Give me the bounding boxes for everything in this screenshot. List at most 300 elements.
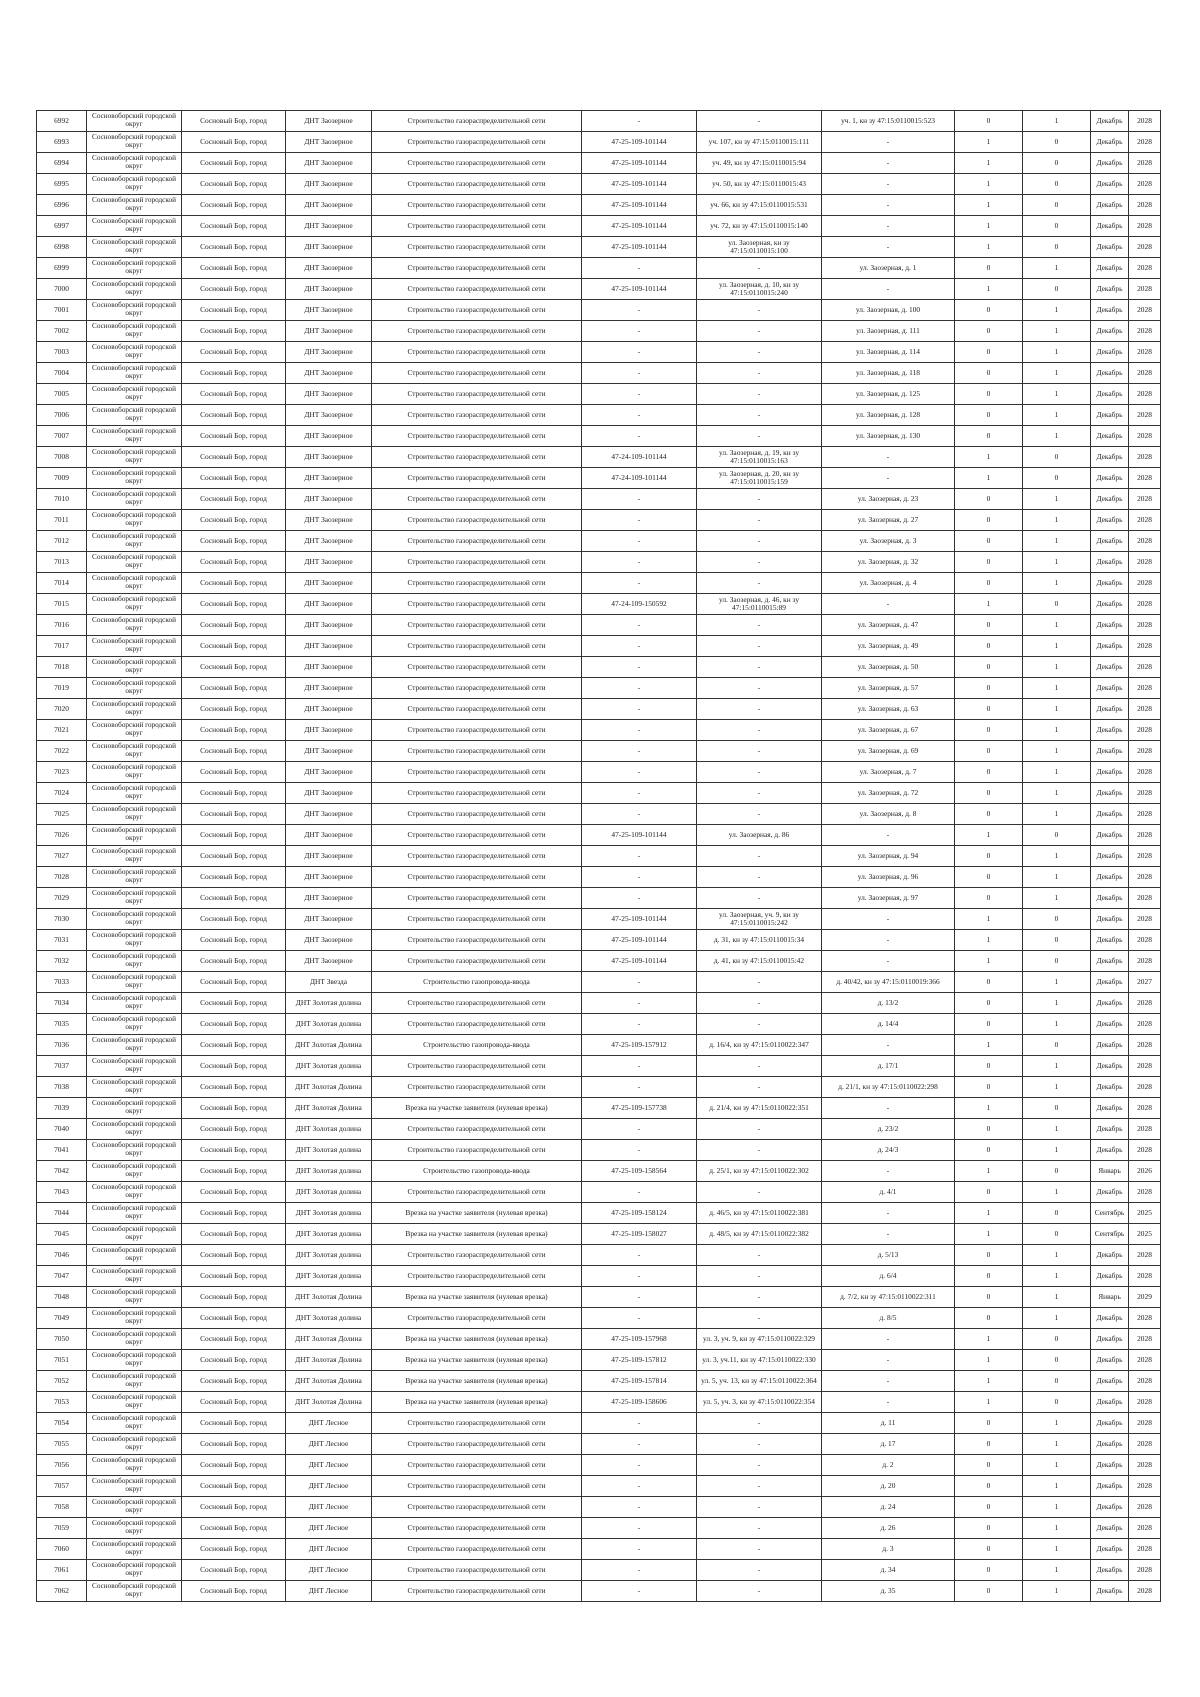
table-row [37, 342, 1161, 363]
settlement-cell: Сосновый Бор, город [182, 1287, 286, 1308]
plot-with-application-cell: д. 46/5, кн зу 47:15:0110022:381 [697, 1203, 822, 1224]
work-type-cell: Строительство газораспределительной сети [372, 1518, 582, 1539]
application-number-cell: - [582, 1581, 697, 1602]
community-cell: ДНТ Заозерное [286, 552, 372, 573]
work-type-cell: Строительство газораспределительной сети [372, 720, 582, 741]
community-cell: ДНТ Заозерное [286, 510, 372, 531]
community-cell: ДНТ Золотая долина [286, 1266, 372, 1287]
district-cell: Сосновоборский городской округ [87, 195, 182, 216]
plot-with-application-cell: - [697, 384, 822, 405]
plot-without-application-cell: - [822, 1392, 955, 1413]
work-type-cell: Строительство газораспределительной сети [372, 237, 582, 258]
month-cell: Декабрь [1091, 1098, 1129, 1119]
year-cell: 2028 [1129, 825, 1161, 846]
year-cell: 2028 [1129, 1056, 1161, 1077]
month-cell: Декабрь [1091, 762, 1129, 783]
work-type-cell: Строительство газораспределительной сети [372, 552, 582, 573]
year-cell: 2028 [1129, 279, 1161, 300]
row-number-cell: 7017 [37, 636, 87, 657]
community-cell: ДНТ Заозерное [286, 594, 372, 615]
district-cell: Сосновоборский городской округ [87, 909, 182, 930]
year-cell: 2025 [1129, 1224, 1161, 1245]
table-row [37, 531, 1161, 552]
without-application-count-cell: 0 [1023, 174, 1091, 195]
application-number-cell: - [582, 1476, 697, 1497]
table-row [37, 636, 1161, 657]
plot-with-application-cell: уч. 72, кн зу 47:15:0110015:140 [697, 216, 822, 237]
table-row [37, 1266, 1161, 1287]
table-row [37, 1476, 1161, 1497]
community-cell: ДНТ Заозерное [286, 825, 372, 846]
year-cell: 2028 [1129, 300, 1161, 321]
plot-without-application-cell: д. 11 [822, 1413, 955, 1434]
application-number-cell: 47-25-109-101144 [582, 909, 697, 930]
year-cell: 2028 [1129, 489, 1161, 510]
with-application-count-cell: 0 [955, 300, 1023, 321]
plot-without-application-cell: ул. Заозерная, д. 125 [822, 384, 955, 405]
settlement-cell: Сосновый Бор, город [182, 615, 286, 636]
settlement-cell: Сосновый Бор, город [182, 846, 286, 867]
plot-with-application-cell: ул. Заозерная, д. 86 [697, 825, 822, 846]
year-cell: 2028 [1129, 153, 1161, 174]
year-cell: 2028 [1129, 888, 1161, 909]
table-row [37, 174, 1161, 195]
settlement-cell: Сосновый Бор, город [182, 447, 286, 468]
work-type-cell: Строительство газораспределительной сети [372, 342, 582, 363]
settlement-cell: Сосновый Бор, город [182, 531, 286, 552]
district-cell: Сосновоборский городской округ [87, 1161, 182, 1182]
month-cell: Декабрь [1091, 216, 1129, 237]
work-type-cell: Врезка на участке заявителя (нулевая врезка) [372, 1392, 582, 1413]
table-row [37, 615, 1161, 636]
month-cell: Декабрь [1091, 111, 1129, 132]
community-cell: ДНТ Золотая Долина [286, 1371, 372, 1392]
plot-with-application-cell: - [697, 1476, 822, 1497]
without-application-count-cell: 1 [1023, 1518, 1091, 1539]
row-number-cell: 7015 [37, 594, 87, 615]
settlement-cell: Сосновый Бор, город [182, 1518, 286, 1539]
application-number-cell: - [582, 111, 697, 132]
row-number-cell: 6995 [37, 174, 87, 195]
year-cell: 2028 [1129, 237, 1161, 258]
without-application-count-cell: 1 [1023, 300, 1091, 321]
application-number-cell: 47-25-109-158124 [582, 1203, 697, 1224]
plot-without-application-cell: д. 2 [822, 1455, 955, 1476]
month-cell: Декабрь [1091, 426, 1129, 447]
without-application-count-cell: 0 [1023, 1350, 1091, 1371]
plot-without-application-cell: - [822, 1329, 955, 1350]
with-application-count-cell: 0 [955, 1497, 1023, 1518]
year-cell: 2028 [1129, 531, 1161, 552]
work-type-cell: Строительство газораспределительной сети [372, 510, 582, 531]
application-number-cell: 47-25-109-101144 [582, 153, 697, 174]
application-number-cell: - [582, 1287, 697, 1308]
without-application-count-cell: 0 [1023, 195, 1091, 216]
row-number-cell: 6996 [37, 195, 87, 216]
month-cell: Декабрь [1091, 720, 1129, 741]
year-cell: 2028 [1129, 1371, 1161, 1392]
work-type-cell: Врезка на участке заявителя (нулевая врезка) [372, 1098, 582, 1119]
month-cell: Декабрь [1091, 363, 1129, 384]
without-application-count-cell: 1 [1023, 426, 1091, 447]
without-application-count-cell: 1 [1023, 1560, 1091, 1581]
community-cell: ДНТ Заозерное [286, 678, 372, 699]
settlement-cell: Сосновый Бор, город [182, 1182, 286, 1203]
row-number-cell: 6998 [37, 237, 87, 258]
table-row [37, 1161, 1161, 1182]
without-application-count-cell: 1 [1023, 531, 1091, 552]
settlement-cell: Сосновый Бор, город [182, 342, 286, 363]
plot-with-application-cell: ул. Заозерная, д. 19, кн зу 47:15:0110015:163 [697, 447, 822, 468]
plot-with-application-cell: д. 16/4, кн зу 47:15:0110022:347 [697, 1035, 822, 1056]
district-cell: Сосновоборский городской округ [87, 1392, 182, 1413]
row-number-cell: 7026 [37, 825, 87, 846]
application-number-cell: - [582, 720, 697, 741]
work-type-cell: Строительство газораспределительной сети [372, 468, 582, 489]
without-application-count-cell: 1 [1023, 363, 1091, 384]
month-cell: Январь [1091, 1161, 1129, 1182]
row-number-cell: 7049 [37, 1308, 87, 1329]
plot-without-application-cell: - [822, 174, 955, 195]
work-type-cell: Врезка на участке заявителя (нулевая врезка) [372, 1203, 582, 1224]
work-type-cell: Строительство газораспределительной сети [372, 678, 582, 699]
community-cell: ДНТ Заозерное [286, 321, 372, 342]
month-cell: Декабрь [1091, 132, 1129, 153]
district-cell: Сосновоборский городской округ [87, 279, 182, 300]
settlement-cell: Сосновый Бор, город [182, 111, 286, 132]
settlement-cell: Сосновый Бор, город [182, 1476, 286, 1497]
without-application-count-cell: 0 [1023, 1224, 1091, 1245]
district-cell: Сосновоборский городской округ [87, 426, 182, 447]
application-number-cell: - [582, 804, 697, 825]
with-application-count-cell: 0 [955, 342, 1023, 363]
gas-network-table [36, 110, 1161, 1602]
application-number-cell: - [582, 405, 697, 426]
settlement-cell: Сосновый Бор, город [182, 825, 286, 846]
with-application-count-cell: 0 [955, 1140, 1023, 1161]
application-number-cell: - [582, 657, 697, 678]
month-cell: Декабрь [1091, 552, 1129, 573]
plot-with-application-cell: ул. Заозерная, кн зу 47:15:0110015:100 [697, 237, 822, 258]
settlement-cell: Сосновый Бор, город [182, 405, 286, 426]
row-number-cell: 7011 [37, 510, 87, 531]
row-number-cell: 7058 [37, 1497, 87, 1518]
without-application-count-cell: 1 [1023, 321, 1091, 342]
application-number-cell: - [582, 363, 697, 384]
district-cell: Сосновоборский городской округ [87, 552, 182, 573]
settlement-cell: Сосновый Бор, город [182, 720, 286, 741]
row-number-cell: 7007 [37, 426, 87, 447]
district-cell: Сосновоборский городской округ [87, 699, 182, 720]
application-number-cell: - [582, 426, 697, 447]
table-row [37, 930, 1161, 951]
table-row [37, 825, 1161, 846]
month-cell: Декабрь [1091, 531, 1129, 552]
settlement-cell: Сосновый Бор, город [182, 1539, 286, 1560]
without-application-count-cell: 1 [1023, 111, 1091, 132]
plot-with-application-cell: уч. 107, кн зу 47:15:0110015:111 [697, 132, 822, 153]
application-number-cell: 47-25-109-101144 [582, 132, 697, 153]
month-cell: Декабрь [1091, 321, 1129, 342]
month-cell: Декабрь [1091, 1497, 1129, 1518]
with-application-count-cell: 1 [955, 468, 1023, 489]
table-row [37, 1392, 1161, 1413]
with-application-count-cell: 0 [955, 699, 1023, 720]
settlement-cell: Сосновый Бор, город [182, 426, 286, 447]
application-number-cell: 47-25-109-101144 [582, 951, 697, 972]
plot-without-application-cell: ул. Заозерная, д. 49 [822, 636, 955, 657]
settlement-cell: Сосновый Бор, город [182, 804, 286, 825]
row-number-cell: 6992 [37, 111, 87, 132]
work-type-cell: Врезка на участке заявителя (нулевая врезка) [372, 1371, 582, 1392]
settlement-cell: Сосновый Бор, город [182, 657, 286, 678]
work-type-cell: Строительство газораспределительной сети [372, 1077, 582, 1098]
without-application-count-cell: 0 [1023, 1329, 1091, 1350]
plot-with-application-cell: - [697, 1014, 822, 1035]
application-number-cell: 47-25-109-101144 [582, 174, 697, 195]
application-number-cell: - [582, 321, 697, 342]
work-type-cell: Строительство газораспределительной сети [372, 594, 582, 615]
application-number-cell: 47-25-109-101144 [582, 237, 697, 258]
work-type-cell: Строительство газораспределительной сети [372, 153, 582, 174]
plot-with-application-cell: - [697, 1077, 822, 1098]
plot-with-application-cell: - [697, 1182, 822, 1203]
district-cell: Сосновоборский городской округ [87, 972, 182, 993]
month-cell: Декабрь [1091, 573, 1129, 594]
with-application-count-cell: 1 [955, 594, 1023, 615]
application-number-cell: 47-25-109-158027 [582, 1224, 697, 1245]
settlement-cell: Сосновый Бор, город [182, 237, 286, 258]
row-number-cell: 7025 [37, 804, 87, 825]
plot-without-application-cell: - [822, 237, 955, 258]
plot-without-application-cell: - [822, 1161, 955, 1182]
row-number-cell: 7060 [37, 1539, 87, 1560]
district-cell: Сосновоборский городской округ [87, 1434, 182, 1455]
work-type-cell: Строительство газораспределительной сети [372, 636, 582, 657]
without-application-count-cell: 1 [1023, 1308, 1091, 1329]
year-cell: 2028 [1129, 615, 1161, 636]
work-type-cell: Строительство газораспределительной сети [372, 321, 582, 342]
table-row [37, 867, 1161, 888]
with-application-count-cell: 1 [955, 1035, 1023, 1056]
settlement-cell: Сосновый Бор, город [182, 1098, 286, 1119]
application-number-cell: - [582, 615, 697, 636]
settlement-cell: Сосновый Бор, город [182, 321, 286, 342]
row-number-cell: 6993 [37, 132, 87, 153]
year-cell: 2028 [1129, 1350, 1161, 1371]
plot-without-application-cell: - [822, 951, 955, 972]
settlement-cell: Сосновый Бор, город [182, 762, 286, 783]
month-cell: Декабрь [1091, 657, 1129, 678]
without-application-count-cell: 0 [1023, 153, 1091, 174]
district-cell: Сосновоборский городской округ [87, 594, 182, 615]
district-cell: Сосновоборский городской округ [87, 300, 182, 321]
plot-without-application-cell: ул. Заозерная, д. 114 [822, 342, 955, 363]
application-number-cell: 47-25-109-158564 [582, 1161, 697, 1182]
year-cell: 2028 [1129, 468, 1161, 489]
row-number-cell: 7035 [37, 1014, 87, 1035]
work-type-cell: Строительство газораспределительной сети [372, 993, 582, 1014]
without-application-count-cell: 0 [1023, 951, 1091, 972]
district-cell: Сосновоборский городской округ [87, 174, 182, 195]
table-row [37, 1182, 1161, 1203]
plot-without-application-cell: ул. Заозерная, д. 94 [822, 846, 955, 867]
work-type-cell: Строительство газораспределительной сети [372, 1014, 582, 1035]
without-application-count-cell: 0 [1023, 909, 1091, 930]
settlement-cell: Сосновый Бор, город [182, 216, 286, 237]
table-row [37, 846, 1161, 867]
community-cell: ДНТ Золотая Долина [286, 1035, 372, 1056]
table-row [37, 1140, 1161, 1161]
plot-with-application-cell: - [697, 342, 822, 363]
month-cell: Декабрь [1091, 951, 1129, 972]
plot-without-application-cell: ул. Заозерная, д. 8 [822, 804, 955, 825]
table-row [37, 1098, 1161, 1119]
application-number-cell: 47-25-109-101144 [582, 825, 697, 846]
plot-without-application-cell: ул. Заозерная, д. 63 [822, 699, 955, 720]
table-row [37, 699, 1161, 720]
without-application-count-cell: 0 [1023, 825, 1091, 846]
month-cell: Декабрь [1091, 1581, 1129, 1602]
settlement-cell: Сосновый Бор, город [182, 258, 286, 279]
plot-without-application-cell: - [822, 132, 955, 153]
district-cell: Сосновоборский городской округ [87, 741, 182, 762]
work-type-cell: Строительство газораспределительной сети [372, 531, 582, 552]
row-number-cell: 6994 [37, 153, 87, 174]
without-application-count-cell: 0 [1023, 1371, 1091, 1392]
year-cell: 2028 [1129, 1413, 1161, 1434]
year-cell: 2026 [1129, 1161, 1161, 1182]
plot-with-application-cell: уч. 49, кн зу 47:15:0110015:94 [697, 153, 822, 174]
community-cell: ДНТ Лесное [286, 1455, 372, 1476]
row-number-cell: 7043 [37, 1182, 87, 1203]
table-row [37, 783, 1161, 804]
year-cell: 2028 [1129, 321, 1161, 342]
month-cell: Декабрь [1091, 468, 1129, 489]
district-cell: Сосновоборский городской округ [87, 258, 182, 279]
plot-without-application-cell: - [822, 1098, 955, 1119]
community-cell: ДНТ Заозерное [286, 867, 372, 888]
with-application-count-cell: 0 [955, 615, 1023, 636]
year-cell: 2028 [1129, 762, 1161, 783]
with-application-count-cell: 1 [955, 447, 1023, 468]
plot-with-application-cell: - [697, 426, 822, 447]
work-type-cell: Строительство газораспределительной сети [372, 1539, 582, 1560]
plot-without-application-cell: - [822, 447, 955, 468]
community-cell: ДНТ Золотая Долина [286, 1329, 372, 1350]
without-application-count-cell: 1 [1023, 699, 1091, 720]
with-application-count-cell: 0 [955, 1014, 1023, 1035]
community-cell: ДНТ Заозерное [286, 951, 372, 972]
work-type-cell: Строительство газораспределительной сети [372, 174, 582, 195]
plot-with-application-cell: д. 48/5, кн зу 47:15:0110022:382 [697, 1224, 822, 1245]
district-cell: Сосновоборский городской округ [87, 1182, 182, 1203]
community-cell: ДНТ Заозерное [286, 489, 372, 510]
work-type-cell: Строительство газораспределительной сети [372, 825, 582, 846]
district-cell: Сосновоборский городской округ [87, 1119, 182, 1140]
without-application-count-cell: 1 [1023, 1413, 1091, 1434]
application-number-cell: - [582, 573, 697, 594]
community-cell: ДНТ Золотая Долина [286, 1350, 372, 1371]
table-row [37, 573, 1161, 594]
table-row [37, 321, 1161, 342]
plot-without-application-cell: д. 3 [822, 1539, 955, 1560]
district-cell: Сосновоборский городской округ [87, 1518, 182, 1539]
plot-with-application-cell: - [697, 1119, 822, 1140]
plot-with-application-cell: ул. Заозерная, д. 46, кн зу 47:15:0110015:89 [697, 594, 822, 615]
with-application-count-cell: 0 [955, 1476, 1023, 1497]
with-application-count-cell: 1 [955, 909, 1023, 930]
application-number-cell: - [582, 1140, 697, 1161]
settlement-cell: Сосновый Бор, город [182, 1350, 286, 1371]
month-cell: Декабрь [1091, 867, 1129, 888]
month-cell: Декабрь [1091, 1035, 1129, 1056]
year-cell: 2028 [1129, 132, 1161, 153]
with-application-count-cell: 0 [955, 1182, 1023, 1203]
application-number-cell: - [582, 888, 697, 909]
settlement-cell: Сосновый Бор, город [182, 741, 286, 762]
plot-without-application-cell: ул. Заозерная, д. 111 [822, 321, 955, 342]
plot-with-application-cell: - [697, 993, 822, 1014]
application-number-cell: - [582, 846, 697, 867]
settlement-cell: Сосновый Бор, город [182, 888, 286, 909]
without-application-count-cell: 1 [1023, 636, 1091, 657]
plot-with-application-cell: ул. Заозерная, д. 20, кн зу 47:15:0110015:159 [697, 468, 822, 489]
work-type-cell: Строительство газораспределительной сети [372, 300, 582, 321]
application-number-cell: 47-24-109-101144 [582, 447, 697, 468]
district-cell: Сосновоборский городской округ [87, 951, 182, 972]
plot-with-application-cell: ул. 3, уч.11, кн зу 47:15:0110022:330 [697, 1350, 822, 1371]
settlement-cell: Сосновый Бор, город [182, 132, 286, 153]
application-number-cell: 47-25-109-157812 [582, 1350, 697, 1371]
row-number-cell: 7037 [37, 1056, 87, 1077]
table-row [37, 1035, 1161, 1056]
without-application-count-cell: 1 [1023, 762, 1091, 783]
plot-with-application-cell: - [697, 573, 822, 594]
district-cell: Сосновоборский городской округ [87, 1329, 182, 1350]
plot-with-application-cell: ул. 3, уч. 9, кн зу 47:15:0110022:329 [697, 1329, 822, 1350]
application-number-cell: 47-25-109-157814 [582, 1371, 697, 1392]
table-row [37, 384, 1161, 405]
with-application-count-cell: 0 [955, 993, 1023, 1014]
month-cell: Декабрь [1091, 447, 1129, 468]
table-row [37, 1056, 1161, 1077]
community-cell: ДНТ Золотая долина [286, 1161, 372, 1182]
year-cell: 2028 [1129, 741, 1161, 762]
row-number-cell: 7055 [37, 1434, 87, 1455]
table-row [37, 1308, 1161, 1329]
settlement-cell: Сосновый Бор, город [182, 1413, 286, 1434]
application-number-cell: 47-24-109-150592 [582, 594, 697, 615]
table-row [37, 993, 1161, 1014]
row-number-cell: 7059 [37, 1518, 87, 1539]
table-row [37, 489, 1161, 510]
settlement-cell: Сосновый Бор, город [182, 1056, 286, 1077]
month-cell: Декабрь [1091, 489, 1129, 510]
plot-without-application-cell: - [822, 1224, 955, 1245]
table-row [37, 1287, 1161, 1308]
plot-with-application-cell: - [697, 804, 822, 825]
district-cell: Сосновоборский городской округ [87, 531, 182, 552]
without-application-count-cell: 1 [1023, 573, 1091, 594]
month-cell: Декабрь [1091, 153, 1129, 174]
plot-without-application-cell: д. 34 [822, 1560, 955, 1581]
without-application-count-cell: 0 [1023, 594, 1091, 615]
row-number-cell: 7023 [37, 762, 87, 783]
application-number-cell: - [582, 762, 697, 783]
community-cell: ДНТ Лесное [286, 1476, 372, 1497]
month-cell: Декабрь [1091, 1560, 1129, 1581]
